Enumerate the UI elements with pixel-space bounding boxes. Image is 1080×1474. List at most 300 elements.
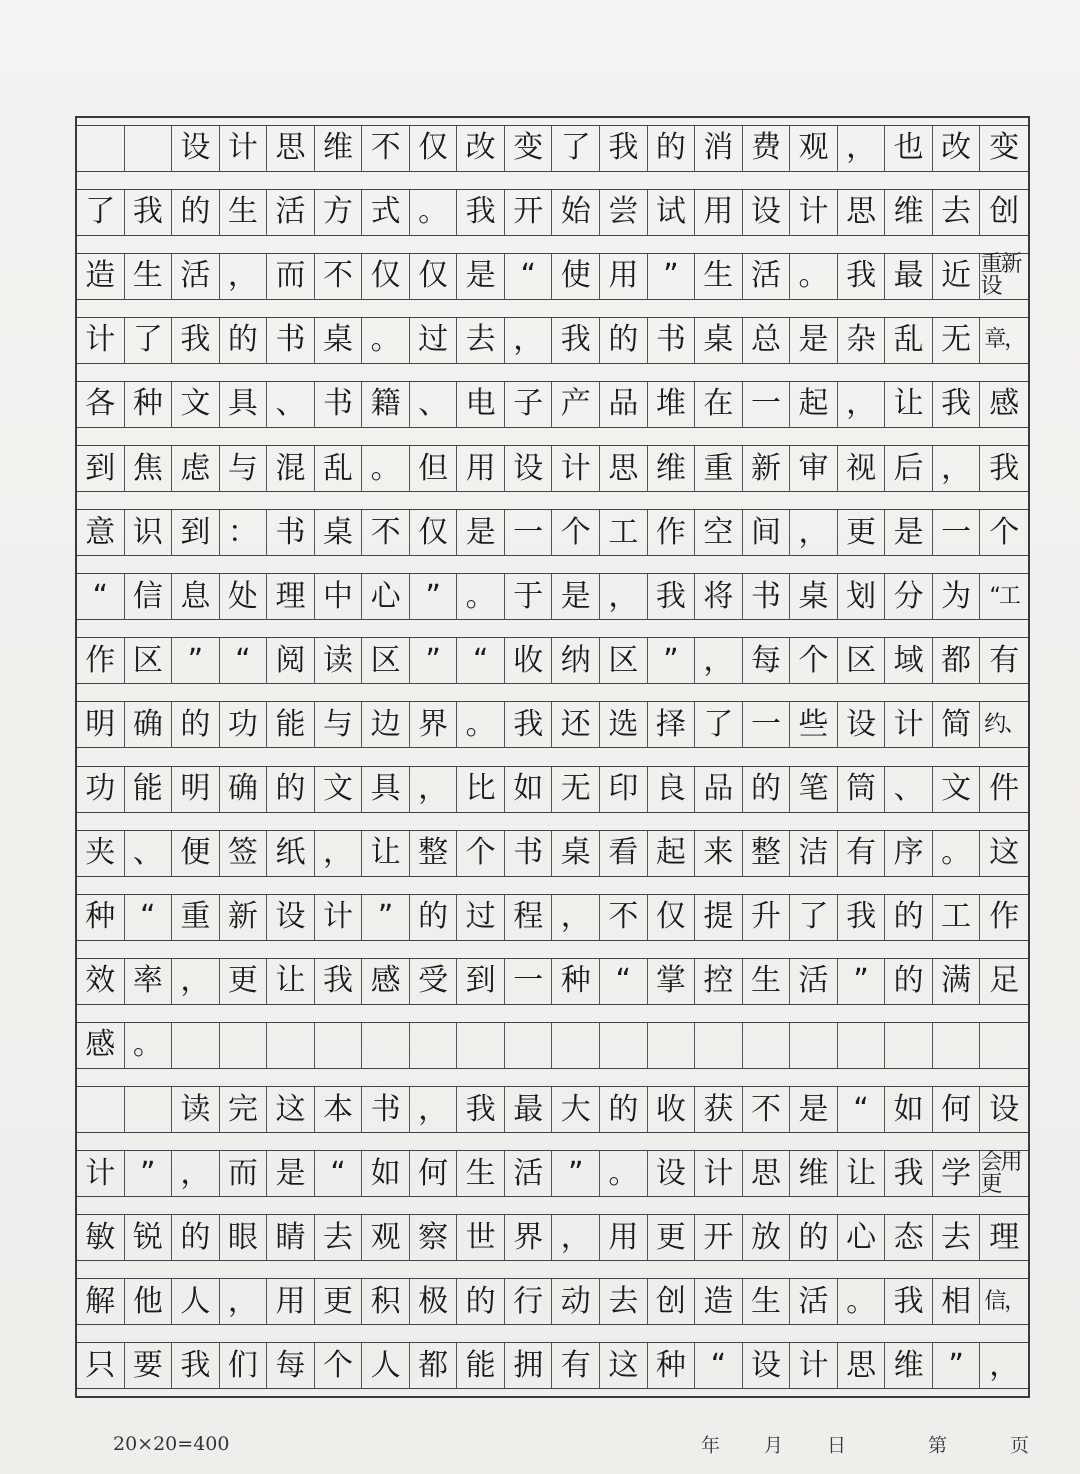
grid-cell (695, 1023, 743, 1068)
grid-cell: 中 (315, 574, 363, 619)
manuscript-row (77, 766, 1028, 813)
grid-cell: 试 (648, 190, 696, 235)
grid-cell: 生 (457, 1151, 505, 1196)
grid-cell: 计 (220, 126, 268, 171)
grid-cell: 都 (410, 1343, 458, 1388)
grid-cell: “ (315, 1151, 363, 1196)
grid-cell: 确 (125, 702, 173, 747)
grid-cell: 息 (172, 574, 220, 619)
grid-cell: ” (410, 638, 458, 683)
grid-cell: 书 (505, 831, 553, 876)
grid-cell: 去 (457, 318, 505, 363)
grid-cell: 的 (743, 767, 791, 812)
grid-cell (410, 1023, 458, 1068)
grid-cell: 桌 (315, 318, 363, 363)
grid-cell: “ (505, 254, 553, 299)
grid-cell: 文 (933, 767, 981, 812)
grid-cell: 个 (552, 510, 600, 555)
grid-cell: 、 (267, 382, 315, 427)
grid-cell: 用 (600, 1215, 648, 1260)
grid-cell: 态 (885, 1215, 933, 1260)
grid-cell: 能 (267, 702, 315, 747)
grid-cell: 思 (838, 1343, 886, 1388)
grid-cell: 消 (695, 126, 743, 171)
grid-cell: 了 (790, 895, 838, 940)
grid-cell: “ (695, 1343, 743, 1388)
grid-cell: 到 (457, 959, 505, 1004)
grid-cell: 界 (410, 702, 458, 747)
grid-cell: 读 (172, 1087, 220, 1132)
grid-cell: 功 (220, 702, 268, 747)
grid-cell: 更 (648, 1215, 696, 1260)
grid-cell: 印 (600, 767, 648, 812)
grid-cell: 的 (410, 895, 458, 940)
grid-cell: 积 (362, 1279, 410, 1324)
grid-cell: 而 (267, 254, 315, 299)
grid-cell: 的 (220, 318, 268, 363)
grid-cell: 让 (267, 959, 315, 1004)
manuscript-row (77, 958, 1028, 1005)
grid-cell: 近 (933, 254, 981, 299)
grid-cell: 后 (885, 446, 933, 491)
grid-cell: 最 (505, 1087, 553, 1132)
grid-cell: 生 (743, 959, 791, 1004)
grid-cell: 到 (172, 510, 220, 555)
grid-cell: 我 (885, 1279, 933, 1324)
grid-cell: 了 (695, 702, 743, 747)
grid-cell: 书 (362, 1087, 410, 1132)
grid-cell: 思 (600, 446, 648, 491)
grid-cell: 受 (410, 959, 458, 1004)
grid-cell: 。 (362, 446, 410, 491)
grid-cell: 生 (743, 1279, 791, 1324)
grid-cell: 书 (267, 318, 315, 363)
grid-cell: 比 (457, 767, 505, 812)
grid-cell: 行 (505, 1279, 553, 1324)
grid-cell: 掌 (648, 959, 696, 1004)
grid-cell: 率 (125, 959, 173, 1004)
grid-cell: ” (125, 1151, 173, 1196)
grid-cell: 维 (648, 446, 696, 491)
grid-cell: 世 (457, 1215, 505, 1260)
grid-cell: 书 (315, 382, 363, 427)
grid-cell: 一 (505, 510, 553, 555)
grid-cell: 还 (552, 702, 600, 747)
grid-cell: 观 (790, 126, 838, 171)
grid-cell: 锐 (125, 1215, 173, 1260)
manuscript-row (77, 381, 1028, 428)
grid-cell: 用 (695, 190, 743, 235)
grid-cell: 去 (933, 190, 981, 235)
grid-cell: 无 (552, 767, 600, 812)
grid-cell: 设 (989, 1091, 1020, 1127)
grid-cell: 变 (505, 126, 553, 171)
grid-cell: 阅 (267, 638, 315, 683)
grid-cell: 界 (505, 1215, 553, 1260)
grid-cell: 是 (885, 510, 933, 555)
grid-cell: 整 (743, 831, 791, 876)
grid-cell: 。 (933, 831, 981, 876)
manuscript-row (77, 189, 1028, 236)
grid-cell: 过 (410, 318, 458, 363)
grid-cell: 混 (267, 446, 315, 491)
grid-cell: 区 (600, 638, 648, 683)
grid-cell: 生 (125, 254, 173, 299)
grid-cell (790, 1023, 838, 1068)
manuscript-row (77, 317, 1028, 364)
grid-cell: 观 (362, 1215, 410, 1260)
grid-cell: 识 (125, 510, 173, 555)
grid-cell: 敏 (77, 1215, 125, 1260)
grid-cell: 作 (77, 638, 125, 683)
grid-cell: 纳 (552, 638, 600, 683)
day-label: 日 (827, 1434, 847, 1457)
grid-cell: 文 (172, 382, 220, 427)
page-prefix-label: 第 (928, 1434, 948, 1457)
grid-cell: 不 (743, 1087, 791, 1132)
grid-cell: 将 (695, 574, 743, 619)
grid-cell: 足 (989, 963, 1020, 999)
grid-cell: 来 (695, 831, 743, 876)
grid-cell: 尝 (600, 190, 648, 235)
grid-cell: 重 (172, 895, 220, 940)
grid-cell: “ (600, 959, 648, 1004)
grid-cell: 总 (743, 318, 791, 363)
grid-cell: 不 (600, 895, 648, 940)
grid-cell: 个 (315, 1343, 363, 1388)
grid-cell: 工 (933, 895, 981, 940)
grid-cell: 是 (790, 1087, 838, 1132)
manuscript-row (77, 830, 1028, 877)
grid-cell: 签 (220, 831, 268, 876)
grid-cell: 生 (220, 190, 268, 235)
grid-cell (77, 126, 125, 171)
grid-cell: 更 (838, 510, 886, 555)
grid-cell: 最 (885, 254, 933, 299)
grid-cell: 杂 (838, 318, 886, 363)
grid-cell: 种 (648, 1343, 696, 1388)
grid-cell: 作 (648, 510, 696, 555)
grid-cell: 满 (933, 959, 981, 1004)
grid-cell: “ (220, 638, 268, 683)
grid-cell: 处 (220, 574, 268, 619)
grid-cell: 会用更 (980, 1149, 1021, 1197)
grid-cell: 我 (457, 1087, 505, 1132)
grid-cell: 我 (552, 318, 600, 363)
grid-cell: 了 (125, 318, 173, 363)
grid-cell: 、 (410, 382, 458, 427)
grid-cell: ， (790, 510, 838, 555)
grid-cell: 纸 (267, 831, 315, 876)
grid-cell: 区 (362, 638, 410, 683)
grid-cell: 让 (885, 382, 933, 427)
grid-cell: 夹 (77, 831, 125, 876)
grid-cell: 每 (743, 638, 791, 683)
grid-cell (743, 1023, 791, 1068)
manuscript-row (77, 573, 1028, 620)
grid-cell (980, 1023, 1028, 1068)
grid-cell (125, 126, 173, 171)
grid-cell: 了 (552, 126, 600, 171)
grid-cell: 用 (267, 1279, 315, 1324)
grid-cell: “ (77, 574, 125, 619)
grid-cell: 生 (695, 254, 743, 299)
grid-cell: 意 (77, 510, 125, 555)
grid-cell: 信 (125, 574, 173, 619)
grid-cell: 确 (220, 767, 268, 812)
grid-cell: 动 (552, 1279, 600, 1324)
grid-cell: 拥 (505, 1343, 553, 1388)
grid-cell: 创 (648, 1279, 696, 1324)
grid-cell: 域 (885, 638, 933, 683)
grid-cell: 一 (743, 702, 791, 747)
grid-cell (838, 1023, 886, 1068)
grid-cell: 审 (790, 446, 838, 491)
grid-cell: 有 (838, 831, 886, 876)
grid-cell: 他 (125, 1279, 173, 1324)
grid-cell: 新 (743, 446, 791, 491)
grid-cell: 有 (552, 1343, 600, 1388)
grid-cell: 更 (315, 1279, 363, 1324)
manuscript-row (77, 125, 1028, 172)
grid-cell: 睛 (267, 1215, 315, 1260)
grid-cell: 的 (600, 318, 648, 363)
grid-cell: 堆 (648, 382, 696, 427)
manuscript-row (77, 1086, 1028, 1133)
grid-cell: 种 (552, 959, 600, 1004)
grid-cell: 去 (315, 1215, 363, 1260)
grid-cell: 设 (172, 126, 220, 171)
grid-cell: 要 (125, 1343, 173, 1388)
grid-cell: 具 (220, 382, 268, 427)
grid-cell: 本 (315, 1087, 363, 1132)
grid-cell: 洁 (790, 831, 838, 876)
grid-cell: 计 (790, 1343, 838, 1388)
grid-cell: 具 (362, 767, 410, 812)
grid-cell: ， (220, 254, 268, 299)
grid-cell: 设 (505, 446, 553, 491)
month-label: 月 (764, 1434, 784, 1457)
grid-cell: 这 (989, 835, 1020, 871)
grid-cell: 设 (838, 702, 886, 747)
grid-cell: 的 (172, 1215, 220, 1260)
grid-cell: 空 (695, 510, 743, 555)
grid-cell: 整 (410, 831, 458, 876)
grid-cell: “ (457, 638, 505, 683)
grid-cell: 我 (600, 126, 648, 171)
grid-cell: 作 (989, 899, 1020, 935)
grid-cell: 感 (77, 1023, 125, 1068)
grid-cell: 计 (790, 190, 838, 235)
grid-cell: 子 (505, 382, 553, 427)
grid-cell: 桌 (790, 574, 838, 619)
grid-cell: ” (838, 959, 886, 1004)
grid-cell: 区 (125, 638, 173, 683)
grid-cell: 收 (505, 638, 553, 683)
grid-cell: ” (410, 574, 458, 619)
grid-cell: 各 (77, 382, 125, 427)
grid-cell: 到 (77, 446, 125, 491)
grid-cell: 在 (695, 382, 743, 427)
grid-cell: 的 (648, 126, 696, 171)
grid-cell: 看 (600, 831, 648, 876)
grid-cell: 我 (315, 959, 363, 1004)
grid-cell: ” (362, 895, 410, 940)
grid-cell: 获 (695, 1087, 743, 1132)
grid-cell: 不 (362, 510, 410, 555)
grid-cell: 区 (838, 638, 886, 683)
grid-cell: 相 (933, 1279, 981, 1324)
grid-cell: 这 (267, 1087, 315, 1132)
grid-cell: 思 (743, 1151, 791, 1196)
grid-cell (885, 1023, 933, 1068)
grid-cell: 功 (77, 767, 125, 812)
grid-cell: 分 (885, 574, 933, 619)
grid-cell: 我 (838, 254, 886, 299)
grid-spec-label: 20×20=400 (113, 1433, 230, 1455)
manuscript-row (77, 509, 1028, 556)
grid-cell: 活 (743, 254, 791, 299)
grid-cell: 去 (600, 1279, 648, 1324)
grid-cell: 我 (989, 450, 1020, 486)
grid-cell: 。 (838, 1279, 886, 1324)
grid-cell: 控 (695, 959, 743, 1004)
manuscript-row (77, 637, 1028, 684)
grid-cell: 仅 (410, 254, 458, 299)
grid-cell: 始 (552, 190, 600, 235)
grid-cell: 升 (743, 895, 791, 940)
grid-cell: 无 (933, 318, 981, 363)
grid-cell: ” (648, 254, 696, 299)
grid-cell: 有 (989, 642, 1020, 678)
grid-cell: 让 (362, 831, 410, 876)
grid-cell (600, 1023, 648, 1068)
grid-cell: 是 (790, 318, 838, 363)
grid-cell: 籍 (362, 382, 410, 427)
grid-cell: ， (838, 382, 886, 427)
grid-cell: 于 (505, 574, 553, 619)
grid-cell: 序 (885, 831, 933, 876)
grid-cell: 焦 (125, 446, 173, 491)
grid-cell: 了 (77, 190, 125, 235)
grid-cell: 开 (695, 1215, 743, 1260)
grid-cell: 的 (600, 1087, 648, 1132)
grid-cell: 维 (790, 1151, 838, 1196)
grid-cell: 桌 (552, 831, 600, 876)
grid-cell: 的 (267, 767, 315, 812)
manuscript-row (77, 445, 1028, 492)
grid-cell: 一 (743, 382, 791, 427)
grid-cell: 都 (933, 638, 981, 683)
grid-cell: 是 (267, 1151, 315, 1196)
grid-cell: 。 (457, 574, 505, 619)
grid-cell: 的 (790, 1215, 838, 1260)
grid-cell: 件 (989, 771, 1020, 807)
manuscript-row (77, 1150, 1028, 1197)
grid-cell: 设 (267, 895, 315, 940)
grid-cell: 重新设 (980, 252, 1021, 300)
grid-cell: ” (552, 1151, 600, 1196)
grid-cell: 简 (933, 702, 981, 747)
grid-cell: 去 (933, 1215, 981, 1260)
grid-cell: 仅 (410, 126, 458, 171)
manuscript-row (77, 253, 1028, 300)
grid-cell: 活 (790, 1279, 838, 1324)
grid-cell: 解 (77, 1279, 125, 1324)
grid-cell: 信， (984, 1288, 1025, 1314)
grid-cell (933, 1023, 981, 1068)
grid-cell: 设 (743, 1343, 791, 1388)
grid-cell: ， (600, 574, 648, 619)
grid-cell: ， (172, 1151, 220, 1196)
grid-cell: 如 (885, 1087, 933, 1132)
grid-cell: ， (315, 831, 363, 876)
grid-cell: 造 (695, 1279, 743, 1324)
grid-cell: 桌 (315, 510, 363, 555)
grid-cell: 只 (77, 1343, 125, 1388)
grid-cell: 些 (790, 702, 838, 747)
grid-cell: 过 (457, 895, 505, 940)
grid-cell: ， (552, 895, 600, 940)
grid-cell: 桌 (695, 318, 743, 363)
grid-cell: 计 (552, 446, 600, 491)
grid-cell: 感 (362, 959, 410, 1004)
grid-cell: 虑 (172, 446, 220, 491)
grid-cell: 产 (552, 382, 600, 427)
grid-cell: 。 (790, 254, 838, 299)
grid-cell: 。 (457, 702, 505, 747)
grid-cell: 活 (267, 190, 315, 235)
grid-cell: 提 (695, 895, 743, 940)
grid-cell: 活 (790, 959, 838, 1004)
grid-cell (552, 1023, 600, 1068)
grid-cell: 理 (989, 1219, 1020, 1255)
grid-cell: 改 (457, 126, 505, 171)
grid-cell: 更 (220, 959, 268, 1004)
grid-cell: 的 (457, 1279, 505, 1324)
grid-cell: 但 (410, 446, 458, 491)
grid-cell: 我 (648, 574, 696, 619)
grid-cell: 一 (505, 959, 553, 1004)
manuscript-row (77, 894, 1028, 941)
grid-cell: 使 (552, 254, 600, 299)
grid-cell: 计 (77, 1151, 125, 1196)
grid-cell: 。 (600, 1151, 648, 1196)
grid-cell: 费 (743, 126, 791, 171)
grid-cell: 也 (885, 126, 933, 171)
grid-cell: 选 (600, 702, 648, 747)
grid-cell: 新 (220, 895, 268, 940)
grid-cell: 不 (362, 126, 410, 171)
grid-cell: 计 (315, 895, 363, 940)
grid-cell: 用 (600, 254, 648, 299)
grid-cell: ， (695, 638, 743, 683)
grid-cell: ， (989, 1347, 1020, 1383)
grid-cell: 乱 (315, 446, 363, 491)
grid-cell (172, 1023, 220, 1068)
grid-cell: 书 (648, 318, 696, 363)
grid-cell: 起 (790, 382, 838, 427)
grid-cell: 划 (838, 574, 886, 619)
grid-cell: 间 (743, 510, 791, 555)
grid-cell: 、 (125, 831, 173, 876)
grid-cell: ” (172, 638, 220, 683)
grid-cell: 式 (362, 190, 410, 235)
grid-cell (315, 1023, 363, 1068)
grid-cell: 边 (362, 702, 410, 747)
grid-cell: 明 (77, 702, 125, 747)
grid-cell: 个 (457, 831, 505, 876)
